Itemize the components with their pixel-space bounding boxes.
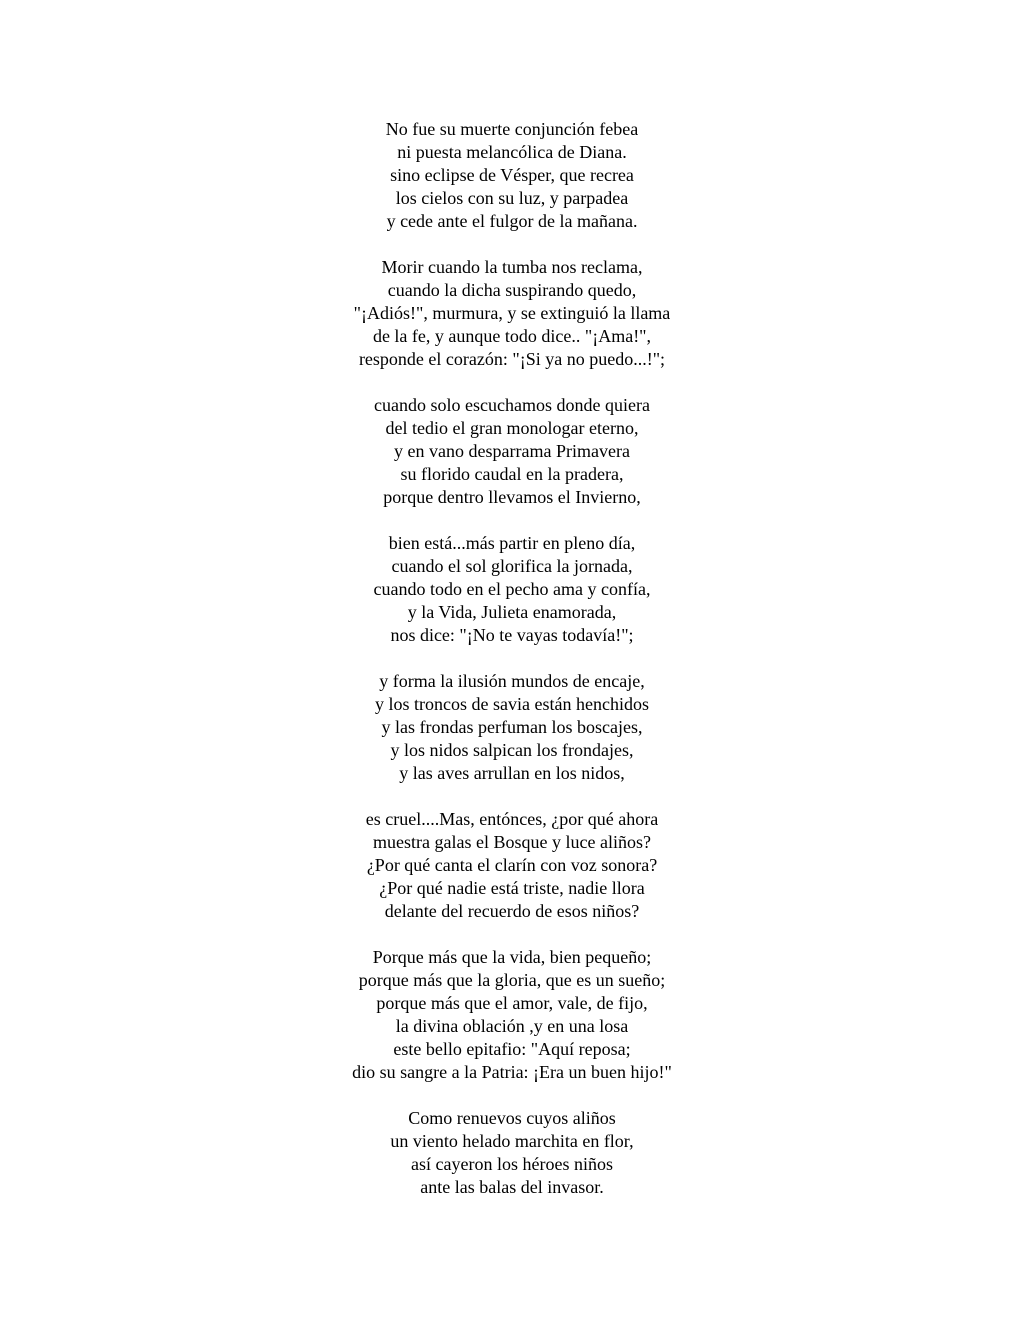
poem-line: y las aves arrullan en los nidos,: [399, 763, 625, 783]
poem-line: porque más que la gloria, que es un sueño;: [358, 970, 666, 990]
poem-line: porque más que el amor, vale, de fijo,: [376, 993, 648, 1013]
poem-line: cuando el sol glorifica la jornada,: [391, 556, 633, 576]
stanza-4: [0, 532, 1024, 647]
poem-line: cuando todo en el pecho ama y confía,: [373, 579, 651, 599]
poem-line: y los troncos de savia están henchidos: [375, 694, 649, 714]
poem-line: y las frondas perfuman los boscajes,: [381, 717, 643, 737]
poem-line: de la fe, y aunque todo dice.. "¡Ama!",: [372, 326, 652, 346]
poem-line: los cielos con su luz, y parpadea: [395, 188, 629, 208]
poem-line: Porque más que la vida, bien pequeño;: [372, 947, 652, 967]
poem-line: ni puesta melancólica de Diana.: [397, 142, 627, 162]
poem-line: y los nidos salpican los frondajes,: [390, 740, 634, 760]
stanza-8: [0, 1107, 1024, 1199]
poem-line: cuando la dicha suspirando quedo,: [387, 280, 637, 300]
poem-body: [0, 118, 1024, 1222]
poem-line: un viento helado marchita en flor,: [390, 1131, 634, 1151]
stanza-1: [0, 118, 1024, 233]
poem-line: "¡Adiós!", murmura, y se extinguió la llama: [353, 303, 671, 323]
poem-line: este bello epitafio: "Aquí reposa;: [393, 1039, 631, 1059]
poem-line: su florido caudal en la pradera,: [400, 464, 624, 484]
poem-line: y cede ante el fulgor de la mañana.: [386, 211, 638, 231]
poem-line: Morir cuando la tumba nos reclama,: [381, 257, 643, 277]
poem-line: porque dentro llevamos el Invierno,: [383, 487, 641, 507]
poem-line: nos dice: "¡No te vayas todavía!";: [390, 625, 634, 645]
stanza-6: [0, 808, 1024, 923]
stanza-5: [0, 670, 1024, 785]
poem-line: delante del recuerdo de esos niños?: [384, 901, 640, 921]
poem-line: cuando solo escuchamos donde quiera: [374, 395, 650, 415]
poem-line: sino eclipse de Vésper, que recrea: [390, 165, 634, 185]
stanza-3: [0, 394, 1024, 509]
poem-line: muestra galas el Bosque y luce aliños?: [373, 832, 651, 852]
poem-line: es cruel....Mas, entónces, ¿por qué ahora: [365, 809, 659, 829]
poem-line: ¿Por qué nadie está triste, nadie llora: [379, 878, 645, 898]
poem-line: bien está...más partir en pleno día,: [388, 533, 636, 553]
poem-line: ¿Por qué canta el clarín con voz sonora?: [366, 855, 658, 875]
poem-line: No fue su muerte conjunción febea: [385, 119, 639, 139]
poem-line: y la Vida, Julieta enamorada,: [407, 602, 617, 622]
poem-line: responde el corazón: "¡Si ya no puedo...!";: [358, 349, 666, 369]
poem-line: del tedio el gran monologar eterno,: [385, 418, 639, 438]
poem-line: Como renuevos cuyos aliños: [408, 1108, 616, 1128]
poem-line: así cayeron los héroes niños: [411, 1154, 613, 1174]
poem-line: la divina oblación ,y en una losa: [395, 1016, 629, 1036]
poem-line: dio su sangre a la Patria: ¡Era un buen hijo!": [352, 1062, 672, 1082]
poem-line: ante las balas del invasor.: [420, 1177, 604, 1197]
poem-line: y en vano desparrama Primavera: [394, 441, 630, 461]
stanza-2: [0, 256, 1024, 371]
stanza-7: [0, 946, 1024, 1084]
poem-line: y forma la ilusión mundos de encaje,: [379, 671, 645, 691]
